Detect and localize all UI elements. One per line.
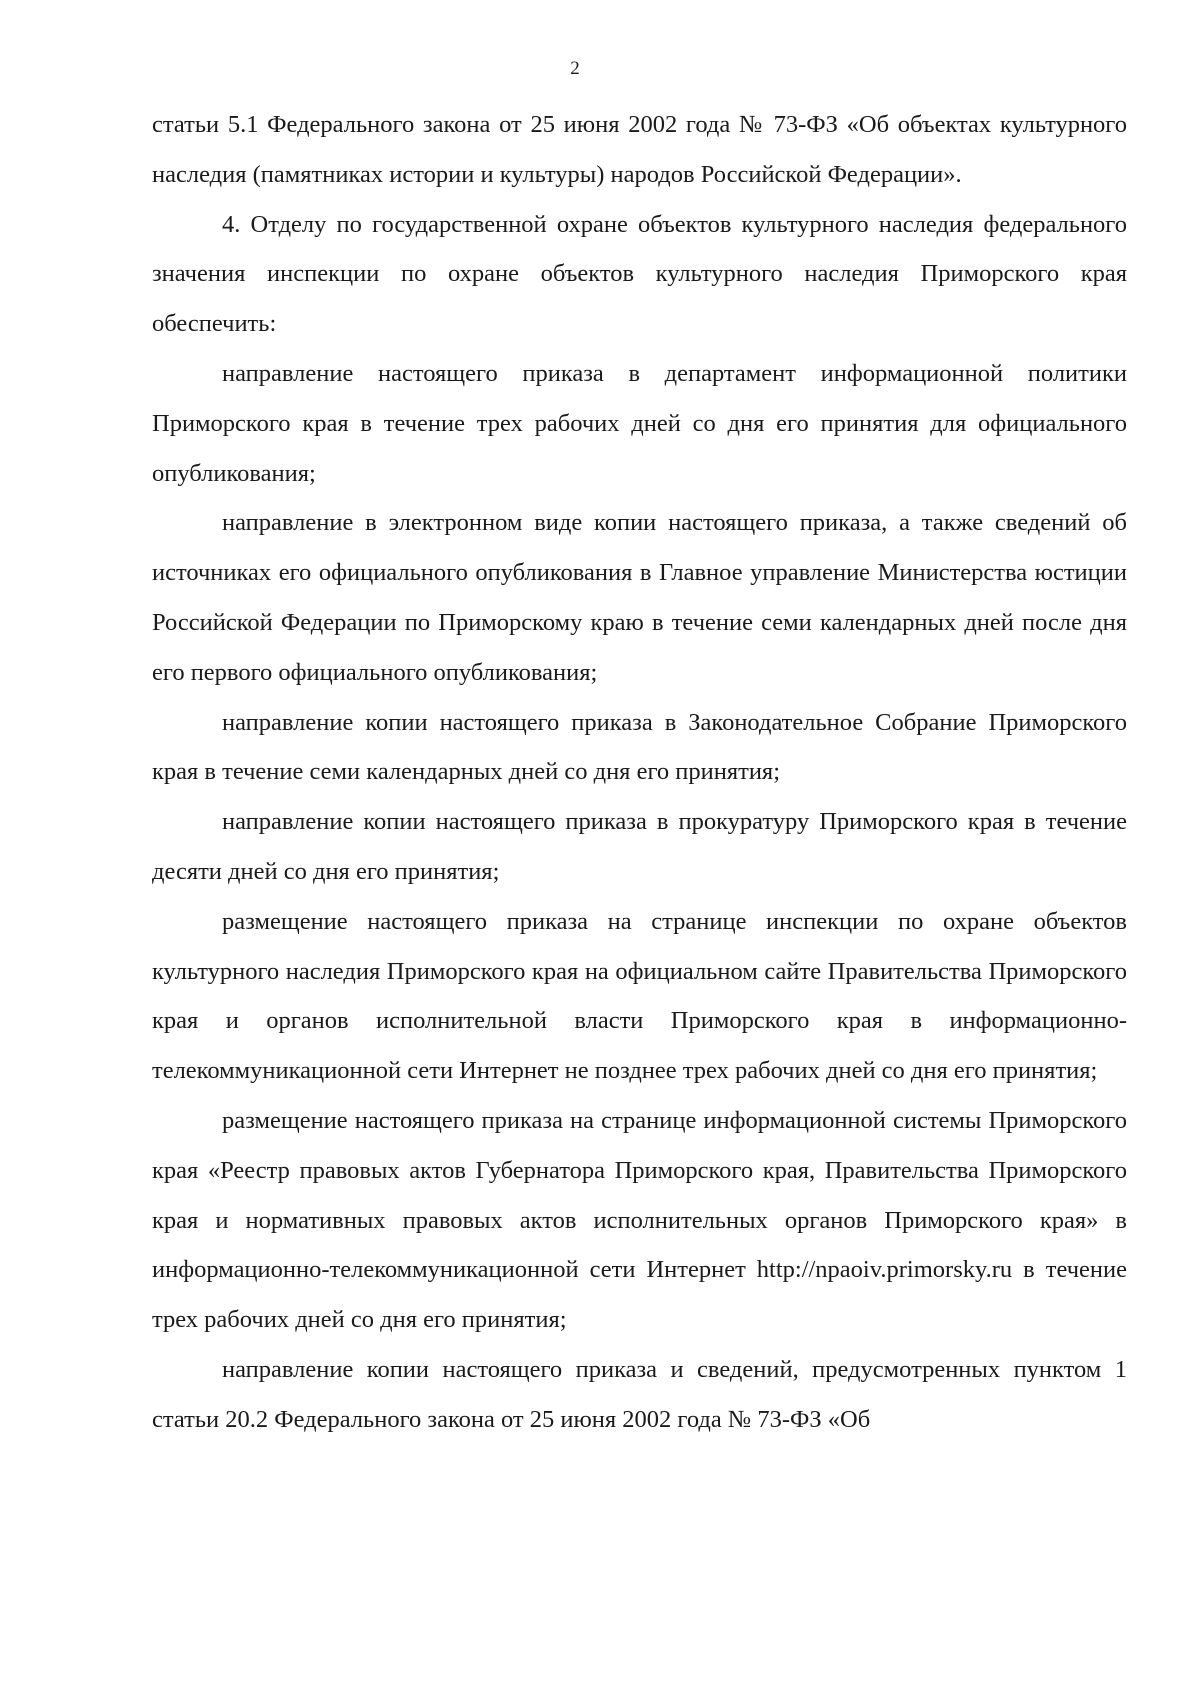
paragraph-registry: размещение настоящего приказа на странице информационной системы Приморского края «Реестр правовых актов Губернатора Приморского края, Правительства Приморского края и нормативных правовых актов исполнительных органов Приморского края» в информационно-телекоммуникационной сети Интернет http://npaoiv.primorsky.ru в течение трех рабочих дней со дня его принятия;	[152, 1106, 1127, 1334]
paragraph-prosecutor: направление копии настоящего приказа в прокуратуру Приморского края в течение десяти дней со дня его принятия;	[152, 808, 1127, 885]
page-number: 2	[570, 58, 580, 79]
paragraph-item-4: 4. Отделу по государственной охране объектов культурного наследия федерального значения инспекции по охране объектов культурного наследия Приморского края обеспечить:	[152, 210, 1127, 338]
paragraph-ministry-of-justice: направление в электронном виде копии настоящего приказа, а также сведений об источниках его официального опубликования в Главное управление Министерства юстиции Российской Федерации по Приморскому краю в течение семи календарных дней после дня его первого официального опубликования;	[152, 509, 1127, 686]
paragraph-copy-and-information: направление копии настоящего приказа и сведений, предусмотренных пунктом 1 статьи 20.2 Федерального закона от 25 июня 2002 года № 73-ФЗ «Об	[152, 1355, 1127, 1433]
paragraph-legislative-assembly: направление копии настоящего приказа в Законодательное Собрание Приморского края в течение семи календарных дней со дня его принятия;	[152, 708, 1127, 786]
paragraph-publication-direction: направление настоящего приказа в департамент информационной политики Приморского края в течение трех рабочих дней со дня его принятия для официального опубликования;	[152, 359, 1127, 487]
document-body	[152, 100, 1127, 1445]
paragraph-continuation: статьи 5.1 Федерального закона от 25 июня 2002 года № 73-ФЗ «Об объектах культурного наследия (памятниках истории и культуры) народов Российской Федерации».	[152, 111, 1127, 188]
paragraph-official-site: размещение настоящего приказа на странице инспекции по охране объектов культурного наследия Приморского края на официальном сайте Правительства Приморского края и органов исполнительной власти Приморского края в информационно-телекоммуникационной сети Интернет не позднее трех рабочих дней со дня его принятия;	[152, 907, 1127, 1085]
